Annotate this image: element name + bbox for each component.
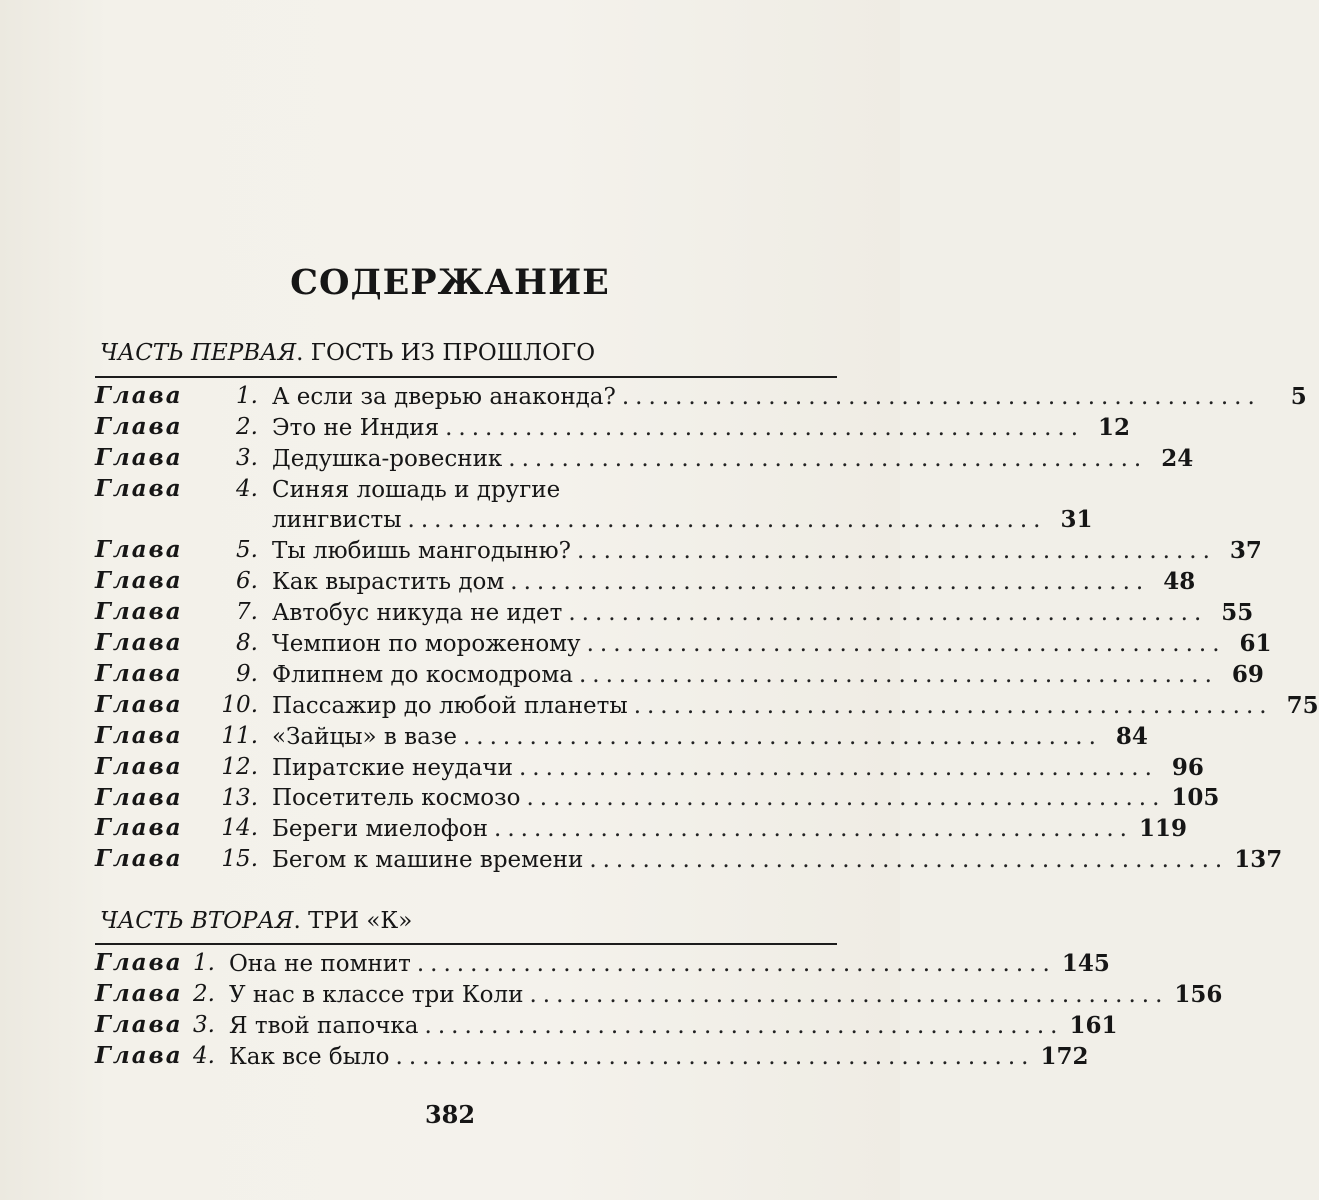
toc-entry [95, 721, 1148, 752]
leader-dots: ................................................ [568, 600, 1208, 627]
toc-title: СОДЕРЖАНИЕ [290, 262, 610, 303]
chapter-title: «Зайцы» в вазе [272, 723, 457, 750]
chapter-number: 8. [236, 630, 258, 657]
chapter-number: 11. [221, 722, 258, 749]
chapter-title: Как все было [228, 1043, 390, 1070]
chapter-number: 14. [221, 815, 258, 842]
leader-dots: ................................................ [529, 981, 1169, 1008]
leader-dots: ................................................ [463, 723, 1102, 750]
chapter-page: 96 [1171, 753, 1204, 781]
chapter-page: 75 [1286, 691, 1319, 719]
chapter-page: 105 [1171, 784, 1220, 812]
chapter-page: 61 [1239, 630, 1272, 658]
chapter-title: Я твой папочка [228, 1012, 419, 1039]
chapter-number: 9. [236, 661, 258, 688]
toc-entry [95, 783, 1220, 814]
part-name: ГОСТЬ ИЗ ПРОШЛОГО [310, 340, 596, 366]
chapter-title: Бегом к машине времени [272, 847, 584, 874]
chapter-word: Глава [95, 660, 183, 688]
toc-entry [95, 628, 1272, 659]
chapter-number: 4. [236, 475, 258, 502]
chapter-title: Как вырастить дом [272, 569, 505, 596]
chapter-word: Глава [95, 783, 183, 811]
chapter-number: 12. [221, 753, 258, 780]
chapter-title: Посетитель космозо [272, 785, 521, 812]
chapter-page: 84 [1115, 722, 1148, 750]
toc-entry [95, 979, 1223, 1010]
toc-entry [95, 381, 1307, 412]
toc-entry [95, 566, 1196, 597]
leader-dots: ................................................ [576, 538, 1216, 565]
chapter-word: Глава [95, 1041, 183, 1069]
chapter-page: 55 [1221, 599, 1254, 627]
chapter-title: Пассажир до любой планеты [272, 692, 628, 719]
toc-entry [95, 443, 1194, 474]
chapter-word: Глава [95, 629, 183, 657]
chapter-page: 24 [1161, 444, 1194, 472]
part-heading-1: ЧАСТЬ ПЕРВАЯ. ГОСТЬ ИЗ ПРОШЛОГО [100, 340, 596, 366]
chapter-number: 13. [221, 784, 258, 811]
leader-dots: ................................................ [579, 661, 1218, 688]
chapter-word: Глава [95, 443, 183, 471]
chapter-title: А если за дверью анаконда? [272, 383, 616, 410]
leader-dots: ................................................ [633, 692, 1273, 719]
chapter-number: 3. [193, 1011, 215, 1038]
chapter-title: Автобус никуда не идет [272, 600, 563, 627]
toc-entry [95, 659, 1264, 690]
toc-entry [95, 1010, 1118, 1041]
leader-dots: ................................................ [621, 383, 1261, 410]
part-heading-2: ЧАСТЬ ВТОРАЯ. ТРИ «К» [100, 908, 413, 934]
chapter-page: 156 [1174, 980, 1223, 1008]
chapter-number: 3. [236, 444, 258, 471]
chapter-page: 172 [1040, 1042, 1089, 1070]
chapter-word: Глава [95, 474, 183, 502]
chapter-page: 69 [1231, 660, 1264, 688]
part-name: ТРИ «К» [308, 908, 413, 934]
chapter-number: 10. [221, 691, 258, 718]
chapter-word: Глава [95, 1010, 183, 1038]
toc-entry [95, 535, 1262, 566]
part-label: ЧАСТЬ ВТОРАЯ [100, 908, 294, 934]
chapter-number: 1. [236, 383, 258, 409]
part-label: ЧАСТЬ ПЕРВАЯ [100, 340, 297, 366]
part-rule [95, 943, 837, 945]
chapter-page: 12 [1098, 413, 1131, 441]
chapter-page: 5 [1290, 382, 1307, 410]
leader-dots: ................................................ [586, 631, 1226, 658]
leader-dots: ................................................ [407, 507, 1047, 534]
chapter-title: Пиратские неудачи [272, 754, 513, 781]
leader-dots: ................................................ [445, 414, 1085, 441]
leader-dots: ................................................ [510, 569, 1150, 596]
leader-dots: ................................................ [589, 847, 1229, 874]
toc-entry [95, 948, 1110, 979]
chapter-title: Она не помнит [228, 950, 411, 977]
toc-entry [95, 813, 1187, 844]
chapter-title: У нас в классе три Коли [228, 981, 524, 1008]
leader-dots: ................................................ [416, 950, 1056, 977]
chapter-title: Береги миелофон [272, 816, 489, 843]
chapter-page: 119 [1138, 815, 1187, 843]
chapter-title: Чемпион по мороженому [272, 631, 581, 658]
chapter-word: Глава [95, 752, 183, 780]
leader-dots: ................................................ [518, 754, 1158, 781]
chapter-title-line-2: лингвисты [272, 507, 402, 534]
chapter-number: 5. [236, 537, 258, 564]
chapter-page: 48 [1163, 568, 1196, 596]
leader-dots: ................................................ [508, 445, 1148, 472]
toc-list-part-1 [95, 381, 1319, 875]
chapter-page: 161 [1069, 1011, 1118, 1039]
chapter-title: Это не Индия [272, 414, 440, 441]
chapter-word: Глава [95, 567, 183, 595]
chapter-number: 15. [221, 846, 258, 873]
chapter-word: Глава [95, 536, 183, 564]
leader-dots: ................................................ [494, 816, 1133, 843]
toc-entry [95, 1041, 1089, 1072]
chapter-page: 37 [1229, 537, 1262, 565]
chapter-word: Глава [95, 814, 183, 842]
bleed-through-text [115, 62, 122, 87]
toc-list-part-2 [95, 948, 1223, 1072]
leader-dots: ................................................ [526, 785, 1166, 812]
chapter-number: 7. [236, 599, 258, 626]
chapter-page: 31 [1060, 506, 1093, 534]
chapter-word: Глава [95, 598, 183, 626]
chapter-word: Глава [95, 721, 183, 749]
chapter-word: Глава [95, 382, 183, 409]
chapter-number: 6. [236, 568, 258, 595]
chapter-page: 137 [1234, 846, 1283, 874]
page-number: 382 [424, 1100, 476, 1129]
chapter-title: Флипнем до космодрома [272, 661, 573, 688]
toc-entry [95, 844, 1283, 875]
chapter-word: Глава [95, 949, 183, 976]
chapter-word: Глава [95, 845, 183, 873]
leader-dots: ................................................ [395, 1043, 1035, 1070]
chapter-number: 2. [193, 980, 215, 1007]
chapter-page: 145 [1061, 949, 1110, 977]
part-rule [95, 376, 837, 378]
chapter-word: Глава [95, 979, 183, 1007]
chapter-title: Ты любишь мангодыню? [272, 538, 571, 565]
chapter-number: 4. [193, 1042, 215, 1069]
chapter-number: 2. [236, 413, 258, 440]
toc-entry [95, 690, 1319, 721]
chapter-word: Глава [95, 690, 183, 718]
chapter-title-line-1: Синяя лошадь и другие [272, 477, 561, 504]
chapter-title: Дедушка-ровесник [272, 445, 503, 472]
leader-dots: ................................................ [424, 1012, 1064, 1039]
toc-entry [95, 597, 1254, 628]
chapter-word: Глава [95, 412, 183, 440]
chapter-number: 1. [193, 950, 215, 976]
toc-entry [95, 752, 1204, 783]
toc-entry [95, 412, 1131, 443]
toc-entry [95, 474, 1093, 536]
